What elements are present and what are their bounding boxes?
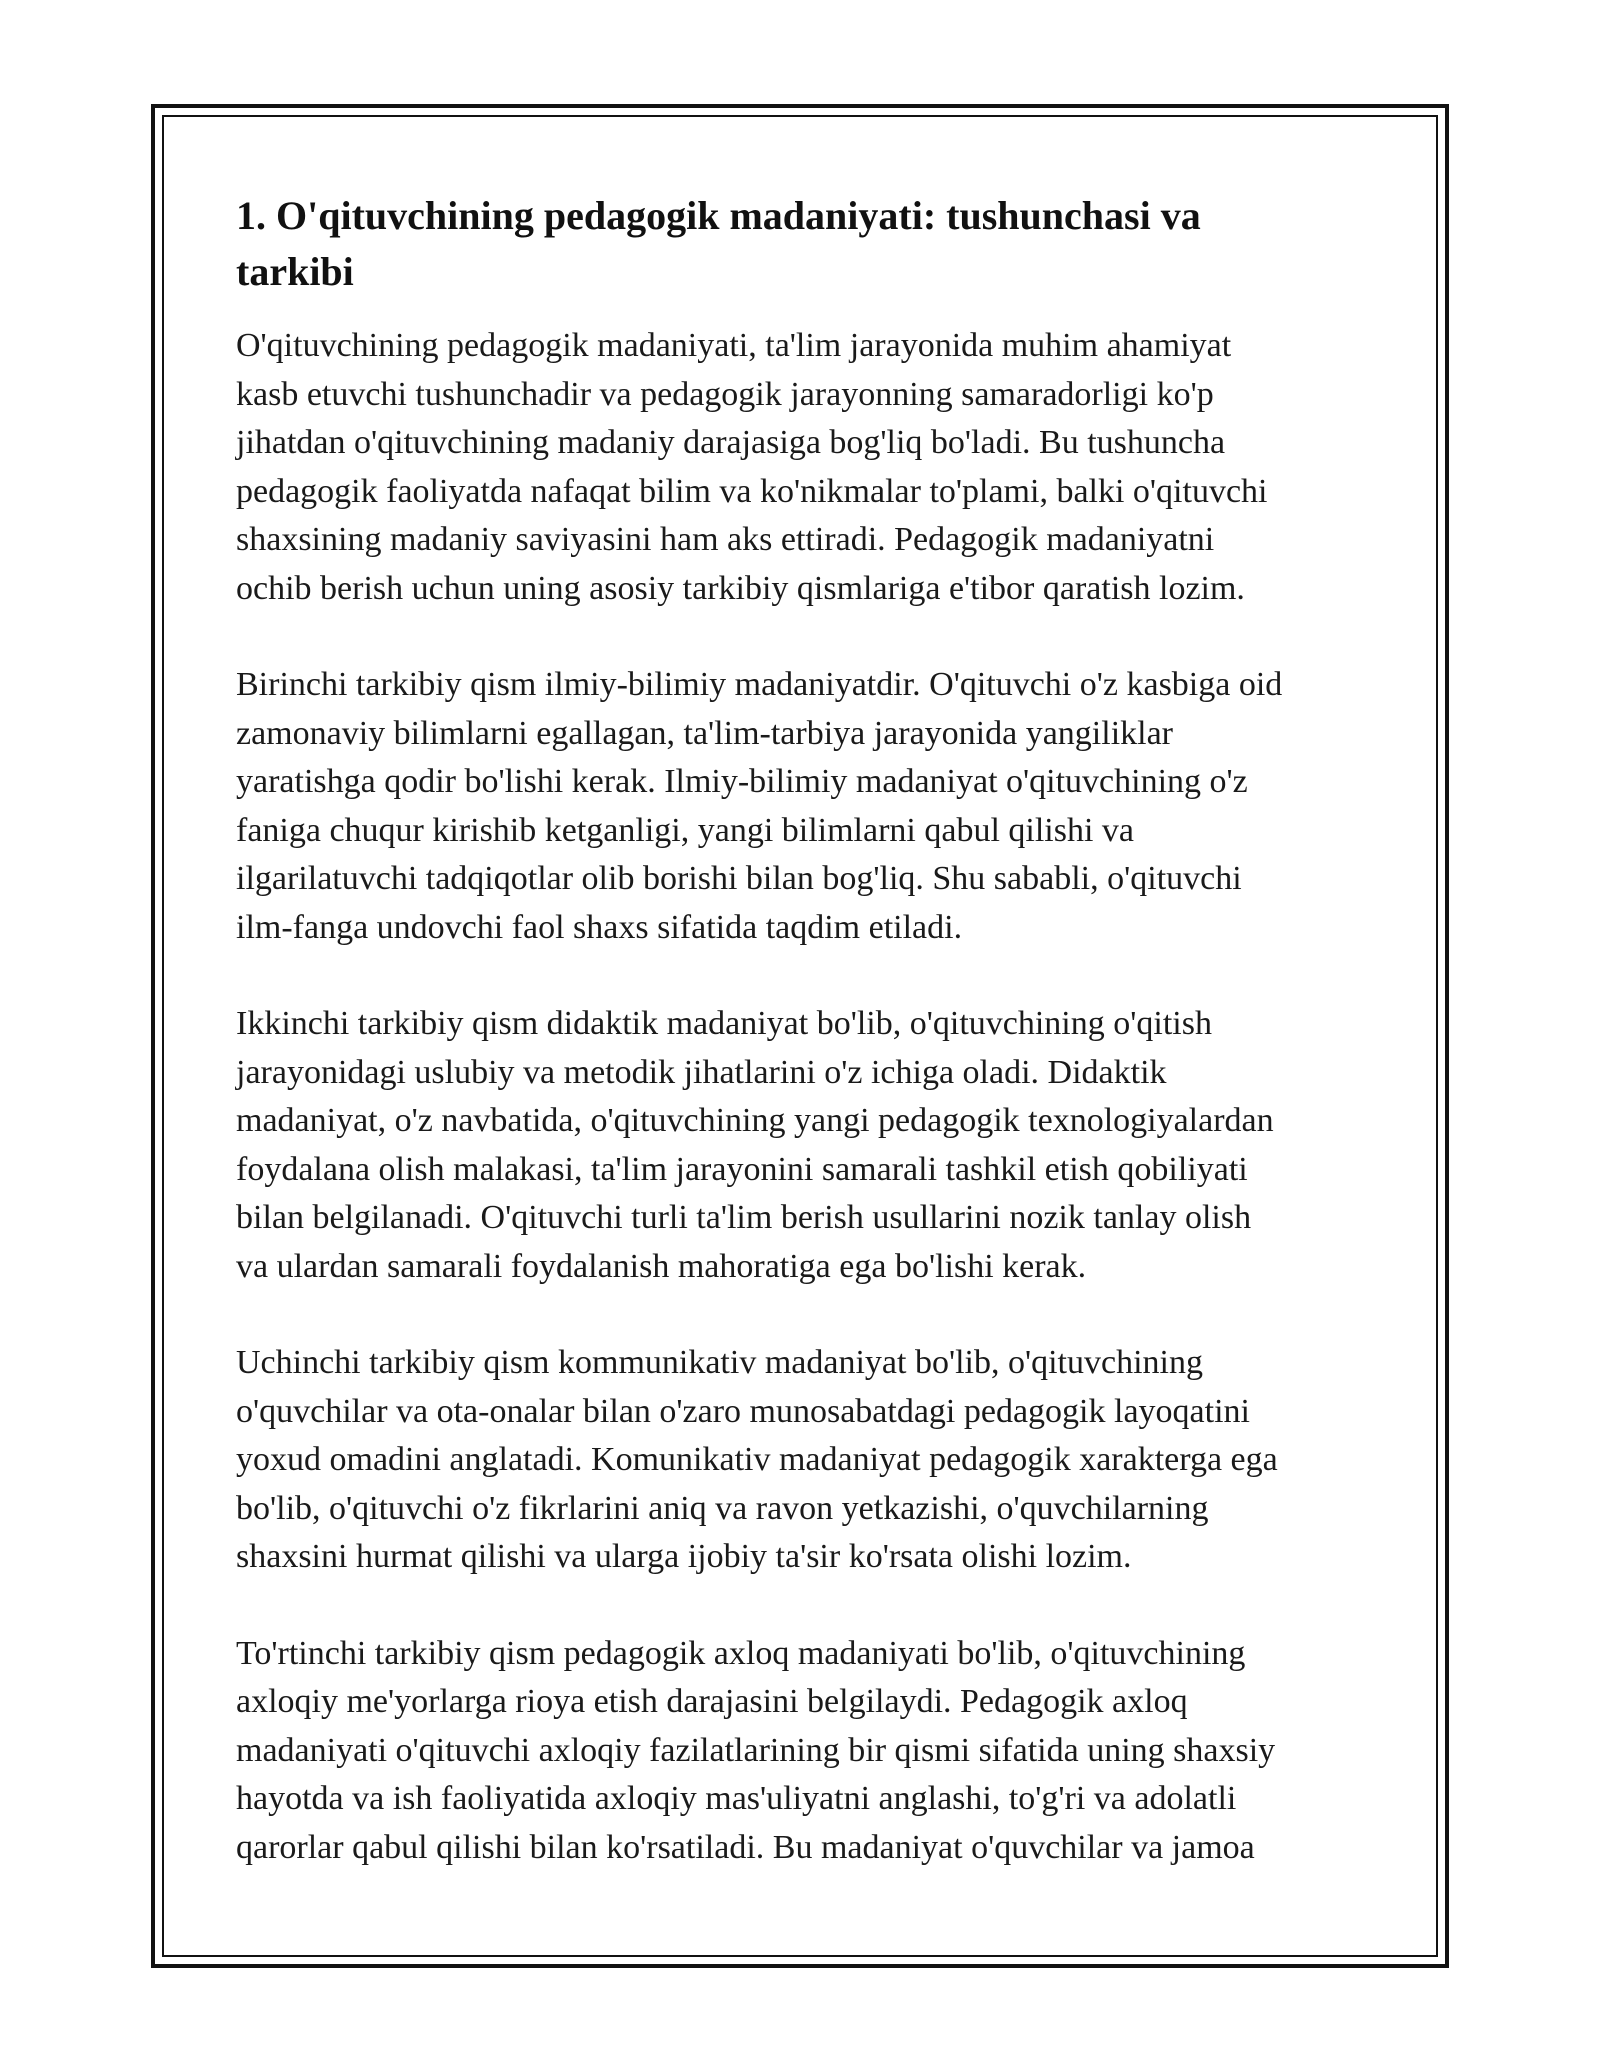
paragraph-fourth-component [236, 1630, 1376, 1873]
text-line: foydalana olish malakasi, ta'lim jarayonini samarali tashkil etish qobiliyati [236, 1150, 1248, 1188]
text-line: qarorlar qabul qilishi bilan ko'rsatiladi. Bu madaniyat o'quvchilar va jamoa [236, 1828, 1255, 1866]
text-line: To'rtinchi tarkibiy qism pedagogik axloq madaniyati bo'lib, o'qituvchining [236, 1634, 1246, 1672]
text-line: Birinchi tarkibiy qism ilmiy-bilimiy madaniyatdir. O'qituvchi o'z kasbiga oid [236, 666, 1283, 703]
text-line: jihatdan o'qituvchining madaniy darajasiga bog'liq bo'ladi. Bu tushuncha [236, 424, 1226, 461]
section-heading [236, 188, 1376, 300]
text-line: yoxud omadini anglatadi. Komunikativ madaniyat pedagogik xarakterga ega [236, 1441, 1278, 1478]
text-line: ilm-fanga undovchi faol shaxs sifatida taqdim etiladi. [236, 908, 963, 946]
text-line: bilan belgilanadi. O'qituvchi turli ta'lim berish usullarini nozik tanlay olish [236, 1199, 1252, 1236]
text-line: kasb etuvchi tushunchadir va pedagogik jarayonning samaradorligi ko'p [236, 375, 1214, 413]
text-line: axloqiy me'yorlarga rioya etish darajasini belgilaydi. Pedagogik axloq [236, 1683, 1188, 1720]
text-line: pedagogik faoliyatda nafaqat bilim va ko'nikmalar to'plami, balki o'qituvchi [236, 472, 1268, 510]
heading-line: tarkibi [236, 249, 354, 294]
text-line: ochib berish uchun uning asosiy tarkibiy qismlariga e'tibor qaratish lozim. [236, 569, 1245, 607]
text-line: madaniyati o'qituvchi axloqiy fazilatlarining bir qismi sifatida uning shaxsiy [236, 1731, 1276, 1769]
text-line: Uchinchi tarkibiy qism kommunikativ madaniyat bo'lib, o'qituvchining [236, 1344, 1203, 1381]
text-line: hayotda va ish faoliyatida axloqiy mas'uliyatni anglashi, to'g'ri va adolatli [236, 1780, 1237, 1817]
paragraph-first-component [236, 661, 1376, 952]
text-line: shaxsining madaniy saviyasini ham aks ettiradi. Pedagogik madaniyatni [236, 521, 1215, 558]
text-line: zamonaviy bilimlarni egallagan, ta'lim-tarbiya jarayonida yangiliklar [236, 714, 1174, 752]
document-content [236, 188, 1376, 1872]
paragraph-second-component [236, 1000, 1376, 1291]
text-line: yaratishga qodir bo'lishi kerak. Ilmiy-bilimiy madaniyat o'qituvchining o'z [236, 763, 1248, 800]
text-line: bo'lib, o'qituvchi o'z fikrlarini aniq va ravon yetkazishi, o'quvchilarning [236, 1489, 1209, 1527]
text-line: O'qituvchining pedagogik madaniyati, ta'lim jarayonida muhim ahamiyat [236, 327, 1232, 364]
text-line: shaxsini hurmat qilishi va ularga ijobiy ta'sir ko'rsata olishi lozim. [236, 1538, 1132, 1575]
text-line: faniga chuqur kirishib ketganligi, yangi bilimlarni qabul qilishi va [236, 811, 1134, 849]
text-line: Ikkinchi tarkibiy qism didaktik madaniyat bo'lib, o'qituvchining o'qitish [236, 1005, 1212, 1042]
text-line: o'quvchilar va ota-onalar bilan o'zaro munosabatdagi pedagogik layoqatini [236, 1392, 1250, 1430]
text-line: madaniyat, o'z navbatida, o'qituvchining yangi pedagogik texnologiyalardan [236, 1102, 1274, 1139]
paragraph-intro [236, 322, 1376, 613]
paragraph-third-component [236, 1339, 1376, 1582]
text-line: jarayonidagi uslubiy va metodik jihatlarini o'z ichiga oladi. Didaktik [236, 1053, 1167, 1091]
text-line: va ulardan samarali foydalanish mahoratiga ega bo'lishi kerak. [236, 1247, 1087, 1285]
text-line: ilgarilatuvchi tadqiqotlar olib borishi bilan bog'liq. Shu sababli, o'qituvchi [236, 860, 1242, 897]
heading-line: 1. O'qituvchining pedagogik madaniyati: tushunchasi va [236, 193, 1201, 238]
